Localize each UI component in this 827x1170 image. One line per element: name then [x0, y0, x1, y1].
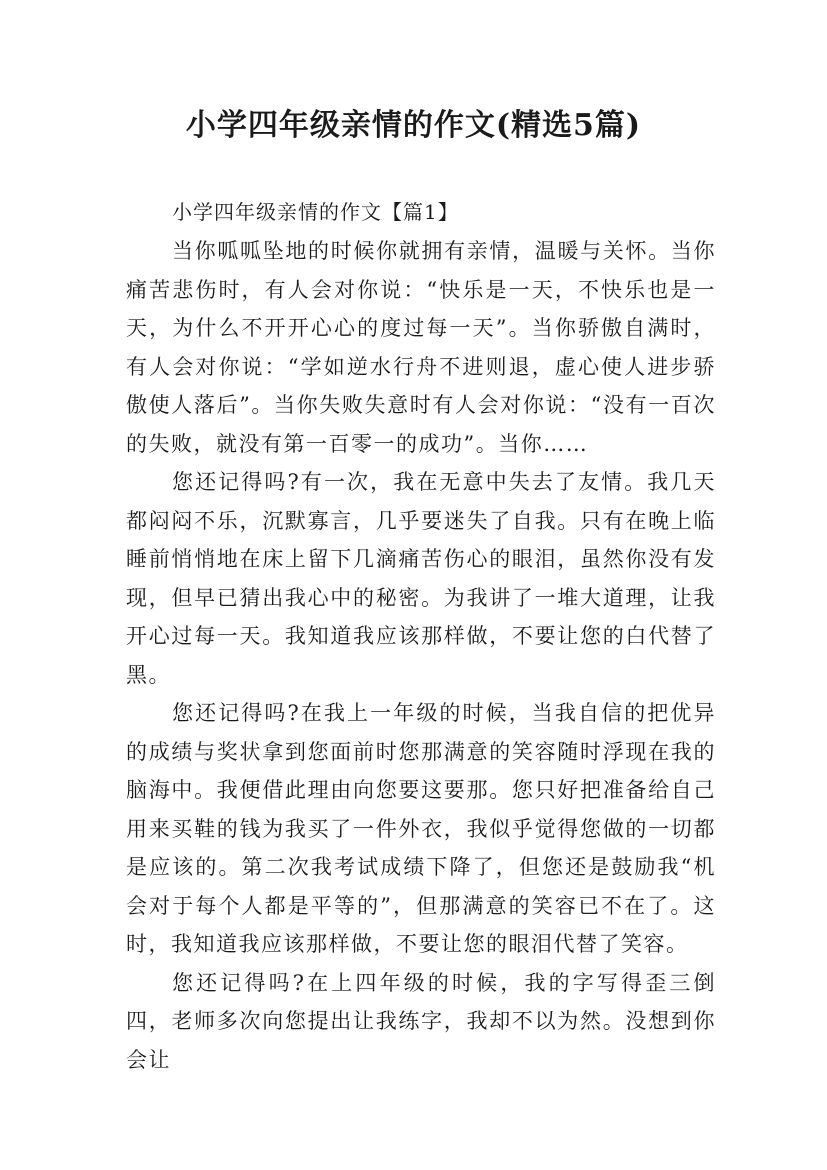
paragraph: 您还记得吗?有一次，我在无意中失去了友情。我几天都闷闷不乐，沉默寡言，几乎要迷失了自我。只有在晚上临睡前悄悄地在床上留下几滴痛苦伤心的眼泪，虽然你没有发现，但早已猜出我心中的秘密。为我讲了一堆大道理，让我开心过每一天。我知道我应该那样做，不要让您的白代替了黑。: [126, 470, 716, 687]
paragraph: 您还记得吗?在我上一年级的时候，当我自信的把优异的成绩与奖状拿到您面前时您那满意的笑容随时浮现在我的脑海中。我便借此理由向您要这要那。您只好把准备给自己用来买鞋的钱为我买了一件外衣，我似乎觉得您做的一切都是应该的。第二次我考试成绩下降了，但您还是鼓励我“机会对于每个人都是平等的”，但那满意的笑容已不在了。这时，我知道我应该那样做，不要让您的眼泪代替了笑容。: [126, 701, 716, 956]
paragraph: 当你呱呱坠地的时候你就拥有亲情，温暖与关怀。当你痛苦悲伤时，有人会对你说：“快乐是一天，不快乐也是一天，为什么不开开心心的度过每一天”。当你骄傲自满时，有人会对你说：“学如逆水行舟不进则退，虚心使人进步骄傲使人落后”。当你失败失意时有人会对你说：“没有一百次的失败，就没有第一百零一的成功”。当你……: [126, 239, 716, 456]
document-body: [126, 232, 716, 1079]
section-heading: 小学四年级亲情的作文【篇1】: [172, 200, 459, 224]
paragraph: 您还记得吗?在上四年级的时候，我的字写得歪三倒四，老师多次向您提出让我练字，我却不以为然。没想到你会让: [126, 970, 716, 1072]
document-title: 小学四年级亲情的作文(精选5篇): [185, 108, 642, 143]
